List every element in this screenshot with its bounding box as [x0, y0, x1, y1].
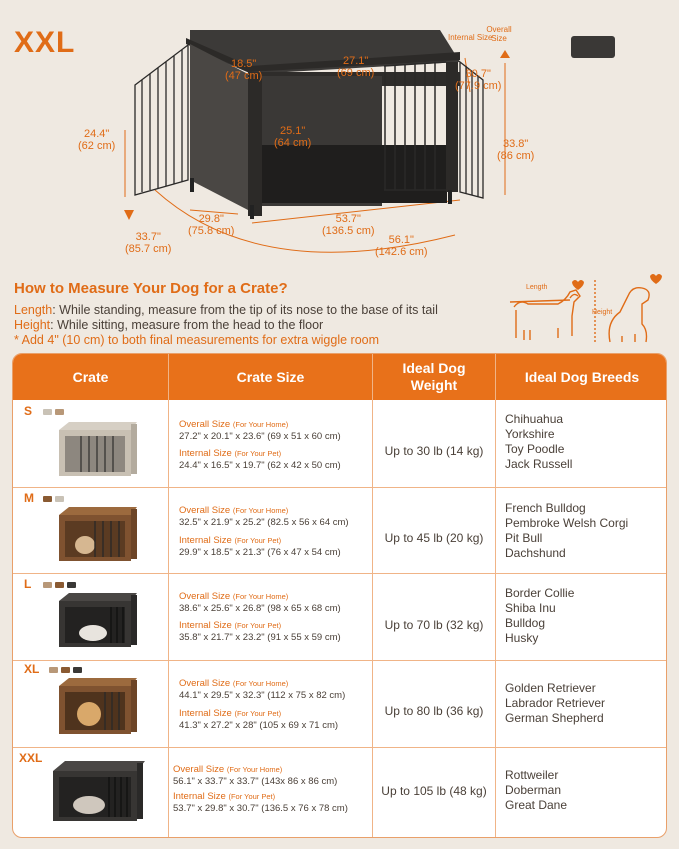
dim-inner-depth-in: 29.8" — [198, 213, 224, 225]
weight-s: Up to 30 lb (14 kg) — [384, 444, 484, 458]
header-crate-size: Crate Size — [169, 354, 372, 400]
dim-door-height-in: 24.4" — [83, 128, 110, 140]
overall-size-s: Overall Size (For Your Home) 27.2" x 20.1" x 23.6" (69 x 51 x 60 cm) — [179, 419, 341, 442]
wiggle-note: * Add 4" (10 cm) to both final measurements for extra wiggle room — [14, 333, 380, 347]
internal-size-m: Internal Size (For Your Pet) 29.9" x 18.5" x 21.3" (76 x 47 x 54 cm) — [179, 535, 341, 558]
height-instruction — [14, 318, 323, 333]
size-label: M — [24, 491, 34, 505]
dim-door-opening-in: 25.1" — [279, 125, 306, 137]
size-label: XXL — [19, 751, 43, 765]
crate-image-black — [55, 591, 141, 655]
header-weight: Ideal Dog Weight — [373, 354, 495, 400]
size-label: S — [24, 404, 33, 418]
crate-image-greige — [55, 420, 141, 484]
overall-size-xl: Overall Size (For Your Home) 44.1" x 29.5" x 32.3" (112 x 75 x 82 cm) — [179, 678, 346, 701]
dim-door-height-cm: (62 cm) — [78, 140, 116, 152]
size-table — [12, 353, 667, 838]
weight-xl: Up to 80 lb (36 kg) — [384, 704, 484, 718]
crate-image-rustic — [55, 505, 141, 569]
overall-size-m: Overall Size (For Your Home) 32.5" x 21.9" x 25.2" (82.5 x 56 x 64 cm) — [179, 505, 349, 528]
crate-image-rustic-xl — [55, 676, 141, 740]
internal-size-xxl: Internal Size (For Your Pet) 53.7" x 29.8" x 30.7" (136.5 x 76 x 78 cm) — [173, 791, 348, 814]
dog-measure-icons — [500, 272, 665, 352]
internal-size-s: Internal Size (For Your Pet) 24.4" x 16.5" x 19.7" (62 x 42 x 50 cm) — [179, 448, 341, 471]
dim-overall-height-in: 33.8" — [502, 138, 529, 150]
dim-depth-in: 18.5" — [230, 58, 257, 70]
table-row-xl — [13, 660, 666, 747]
overall-size-l: Overall Size (For Your Home) 38.6" x 25.6" x 26.8" (98 x 65 x 68 cm) — [179, 591, 341, 614]
dim-inner-depth-cm: (75.8 cm) — [188, 225, 235, 237]
overall-size-label: Overall Size — [486, 25, 512, 43]
dim-inner-width-in: 27.1" — [342, 55, 369, 67]
height-label: Height — [14, 318, 51, 332]
internal-size-xl: Internal Size (For Your Pet) 41.3" x 27.2" x 28" (105 x 69 x 71 cm) — [179, 708, 339, 731]
dim-inner-length-cm: (136.5 cm) — [322, 225, 375, 237]
breeds-m: French Bulldog Pembroke Welsh Corgi Pit Bull Dachshund — [505, 501, 629, 560]
breeds-xxl: Rottweiler Doberman Great Dane — [505, 768, 568, 812]
length-instruction — [14, 303, 438, 318]
dim-overall-depth-cm: (85.7 cm) — [125, 243, 172, 255]
internal-size-label: Internal Size — [448, 33, 493, 42]
dim-door-opening-cm: (64 cm) — [274, 137, 312, 149]
dim-inner-length-in: 53.7" — [335, 213, 361, 225]
dim-inner-height-cm: (77.9 cm) — [455, 80, 502, 92]
breeds-s: Chihuahua Yorkshire Toy Poodle Jack Russell — [505, 412, 573, 471]
dim-inner-height-in: 30.7" — [465, 68, 491, 80]
dog-height-label: Height — [592, 309, 613, 316]
header-crate: Crate — [13, 354, 168, 400]
internal-size-l: Internal Size (For Your Pet) 35.8" x 21.7" x 23.2" (91 x 55 x 59 cm) — [179, 620, 341, 643]
table-row-s — [13, 400, 666, 487]
dim-overall-length-in: 56.1" — [388, 234, 414, 246]
crate-image-black-xxl — [49, 759, 149, 829]
weight-xxl: Up to 105 lb (48 kg) — [381, 784, 487, 798]
breeds-l: Border Collie Shiba Inu Bulldog Husky — [505, 586, 575, 645]
dim-depth-cm: (47 cm) — [225, 70, 263, 82]
weight-m: Up to 45 lb (20 kg) — [384, 531, 484, 545]
dim-inner-width-cm: (69 cm) — [337, 67, 375, 79]
size-label: L — [24, 577, 32, 591]
dim-overall-height-cm: (86 cm) — [497, 150, 535, 162]
table-row-m — [13, 487, 666, 573]
weight-l: Up to 70 lb (32 kg) — [384, 618, 484, 632]
length-text: : While standing, measure from the tip of its nose to the base of its tail — [52, 303, 438, 317]
page-title: XXL — [14, 26, 76, 59]
size-label: XL — [24, 662, 40, 676]
table-row-xxl — [13, 747, 666, 838]
dim-overall-depth-in: 33.7" — [135, 231, 161, 243]
breeds-xl: Golden Retriever Labrador Retriever German Shepherd — [505, 681, 606, 725]
table-row-l — [13, 573, 666, 660]
dog-length-label: Length — [526, 284, 548, 291]
measure-heading: How to Measure Your Dog for a Crate? — [14, 280, 288, 297]
height-text: : While sitting, measure from the head to the floor — [50, 318, 324, 332]
header-breeds: Ideal Dog Breeds — [496, 354, 667, 400]
overall-size-xxl: Overall Size (For Your Home) 56.1" x 33.7" x 33.7" (143x 86 x 86 cm) — [173, 764, 338, 787]
length-label: Length — [14, 303, 53, 317]
dim-overall-length-cm: (142.6 cm) — [375, 246, 428, 258]
